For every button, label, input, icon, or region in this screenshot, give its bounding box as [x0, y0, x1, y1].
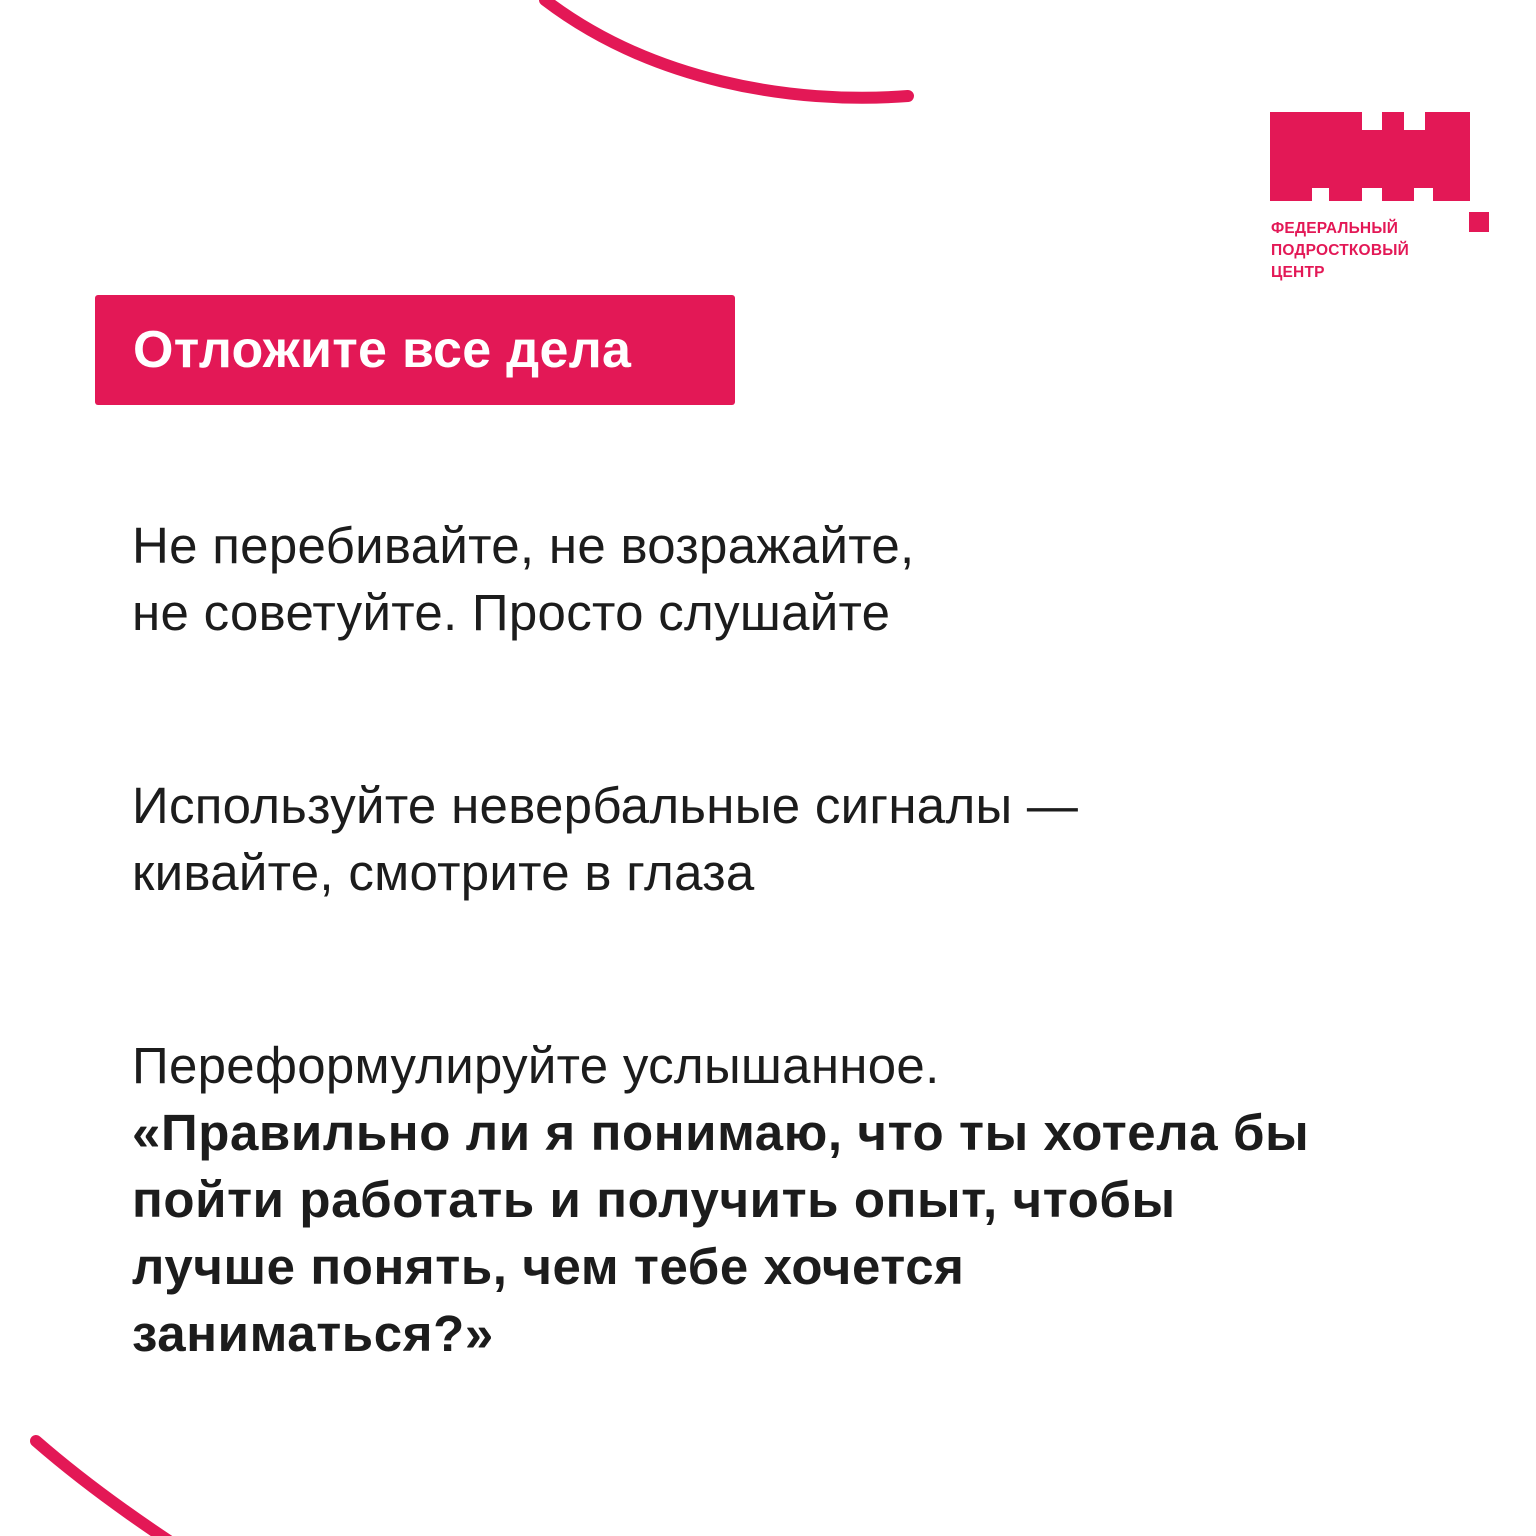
page-title: Отложите все дела: [133, 321, 632, 379]
paragraph-line: Не перебивайте, не возражайте,: [132, 517, 915, 574]
paragraph-line: Переформулируйте услышанное.: [132, 1037, 940, 1094]
logo-text-line: ФЕДЕРАЛЬНЫЙ: [1271, 220, 1399, 237]
paragraph-line: не советуйте. Просто слушайте: [132, 584, 891, 641]
logo-mark-icon: [1270, 110, 1500, 235]
logo: [1270, 110, 1500, 290]
quote-line: лучше понять, чем тебе хочется: [132, 1238, 965, 1295]
heading-banner: [95, 295, 735, 405]
quote-line: пойти работать и получить опыт, чтобы: [132, 1171, 1176, 1228]
paragraph-line: кивайте, смотрите в глаза: [132, 844, 755, 901]
paragraph-2: [132, 772, 1452, 906]
paragraph-1: [132, 512, 1452, 646]
quote-line: заниматься?»: [132, 1305, 494, 1362]
logo-text-line: ЦЕНТР: [1271, 264, 1325, 281]
bottom-arc: [36, 1441, 175, 1536]
logo-text: [1271, 218, 1409, 284]
logo-text-line: ПОДРОСТКОВЫЙ: [1271, 242, 1409, 259]
paragraph-3: [132, 1032, 1452, 1367]
quote-line: «Правильно ли я понимаю, что ты хотела бы: [132, 1104, 1310, 1161]
logo-window-left: [1362, 112, 1382, 130]
paragraph-line: Используйте невербальные сигналы —: [132, 777, 1079, 834]
top-arc: [545, 0, 908, 98]
logo-square: [1469, 212, 1489, 232]
logo-window-right: [1404, 112, 1425, 130]
main-content: [132, 512, 1452, 1367]
